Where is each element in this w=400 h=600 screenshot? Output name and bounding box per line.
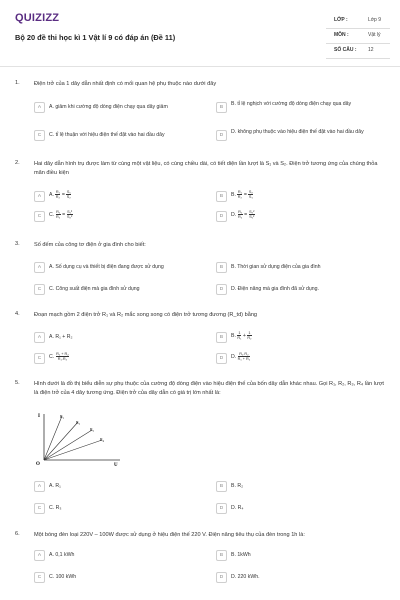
- operator: =: [242, 191, 249, 198]
- option-badge: B: [216, 550, 227, 561]
- option-1d[interactable]: [216, 128, 388, 144]
- meta-row-count: [326, 44, 390, 59]
- fraction-denominator: S₂²: [66, 215, 73, 219]
- option-text: C. tỉ lệ thuận với hiệu điện thế đặt vào hai đầu dây: [49, 132, 165, 138]
- option-badge: D: [216, 503, 227, 514]
- iu-graph: [34, 410, 124, 466]
- option-4c[interactable]: [34, 351, 214, 367]
- option-badge: B: [216, 102, 227, 113]
- option-6c[interactable]: [34, 570, 214, 586]
- option-text: A. R₁ + R₂: [49, 334, 73, 340]
- option-text: D. không phụ thuộc vào hiệu điện thế đặt vào hai đầu dây: [231, 129, 364, 135]
- fraction-numerator: S₂²: [249, 210, 255, 214]
- question-number: 2.: [15, 160, 20, 166]
- fraction-denominator: R₂: [247, 336, 252, 340]
- fraction-numerator: R₁ + R₂: [56, 352, 69, 356]
- meta-row-subject: [326, 29, 390, 44]
- graph-line-r3: [44, 430, 92, 460]
- fraction-numerator: R₁: [237, 190, 242, 194]
- option-6b[interactable]: [216, 548, 388, 564]
- meta-value: Vật lý: [368, 32, 381, 38]
- option-badge: A: [34, 262, 45, 273]
- operator: =: [60, 211, 67, 218]
- option-text: B. tỉ lệ nghịch với cường độ dòng điện chạy qua dây: [231, 101, 352, 107]
- option-6d[interactable]: [216, 570, 388, 586]
- option-badge: C: [34, 211, 45, 222]
- option-text: [231, 352, 396, 361]
- option-5a[interactable]: [34, 479, 214, 495]
- question-number: 6.: [15, 531, 20, 537]
- fraction: [67, 210, 73, 219]
- option-1a[interactable]: [34, 100, 214, 116]
- fraction-numerator: R₁: [238, 210, 243, 214]
- option-4a[interactable]: [34, 330, 214, 346]
- question-number: 4.: [15, 311, 20, 317]
- line-label-r2: R₂: [76, 420, 81, 425]
- option-badge: C: [34, 130, 45, 141]
- option-badge: A: [34, 550, 45, 561]
- fraction-denominator: R₂: [238, 215, 243, 219]
- quizizz-logo: QUIZIZZ: [15, 12, 60, 24]
- option-prefix: C.: [49, 211, 55, 218]
- option-2a[interactable]: [34, 189, 214, 205]
- option-text: [49, 210, 214, 219]
- page-title: Bộ 20 đề thi học kì 1 Vật lí 9 có đáp án (Đề 11): [15, 33, 176, 42]
- fraction-denominator: R₂: [237, 195, 242, 199]
- option-badge: A: [34, 481, 45, 492]
- option-text: C. 100 kWh: [49, 574, 77, 580]
- option-6a[interactable]: [34, 548, 214, 564]
- meta-row-class: [326, 14, 390, 29]
- fraction: [56, 352, 70, 361]
- question-text: Hai dây dẫn hình trụ được làm từ cùng một vật liệu, có cùng chiều dài, có tiết diện lần lượt là S₁ và S₂. Điện trở tương ứng của chúng thỏa mãn điều kiện: [34, 161, 378, 176]
- question-number: 5.: [15, 380, 20, 386]
- option-text: D. 220 kWh.: [231, 574, 260, 580]
- option-4b[interactable]: [216, 330, 388, 346]
- option-3c[interactable]: [34, 282, 214, 298]
- option-text: B. 1kWh: [231, 552, 251, 558]
- option-badge: A: [34, 102, 45, 113]
- option-3d[interactable]: [216, 282, 388, 298]
- fraction: [238, 352, 251, 361]
- option-text: [49, 352, 214, 361]
- fraction-numerator: S₁: [66, 190, 71, 194]
- page-header: [0, 0, 400, 66]
- meta-table: [326, 14, 390, 59]
- operator: +: [241, 332, 248, 339]
- meta-key: LỚP :: [334, 17, 348, 23]
- option-badge: D: [216, 284, 227, 295]
- option-1c[interactable]: [34, 128, 214, 144]
- option-prefix: B.: [231, 191, 236, 198]
- option-2d[interactable]: [216, 209, 388, 225]
- fraction-denominator: S₁: [248, 195, 253, 199]
- option-text: C. R₃: [49, 505, 62, 511]
- fraction-denominator: R₂: [55, 195, 60, 199]
- option-badge: A: [34, 332, 45, 343]
- option-text: [231, 210, 396, 219]
- operator: =: [242, 211, 249, 218]
- operator: =: [60, 191, 67, 198]
- y-axis-label: I: [38, 414, 40, 419]
- option-prefix: D.: [231, 211, 237, 218]
- x-axis-label: U: [114, 463, 118, 466]
- fraction: [248, 190, 253, 199]
- option-text: A. R₁: [49, 483, 61, 489]
- option-prefix: C.: [49, 353, 55, 360]
- meta-value: Lớp 9: [368, 17, 382, 23]
- fraction-denominator: S₁²: [249, 215, 255, 219]
- question-text: Số đếm của công tơ điện ở gia đình cho biết:: [34, 242, 146, 248]
- question-text: Đoạn mạch gồm 2 điện trở R₁ và R₂ mắc song song có điện trở tương đương (R_td) bằng: [34, 312, 258, 318]
- fraction-numerator: 1: [248, 331, 251, 335]
- line-label-r4: R₄: [100, 437, 105, 442]
- fraction-numerator: R₁: [55, 190, 60, 194]
- line-label-r3: R₃: [90, 427, 95, 432]
- fraction-denominator: S₂: [66, 195, 71, 199]
- fraction-numerator: R₁.R₂: [239, 352, 249, 356]
- option-4d[interactable]: [216, 351, 388, 367]
- option-badge: B: [216, 481, 227, 492]
- option-text: A. 0,1 kWh: [49, 552, 75, 558]
- fraction-denominator: R₂: [56, 215, 61, 219]
- line-label-r1: R₁: [60, 414, 65, 419]
- fraction-numerator: S₂: [248, 190, 253, 194]
- option-1b[interactable]: [216, 100, 388, 116]
- option-text: D. R₄: [231, 505, 244, 511]
- option-badge: D: [216, 353, 227, 364]
- option-badge: B: [216, 332, 227, 343]
- option-text: [231, 190, 396, 199]
- option-badge: A: [34, 191, 45, 202]
- question-number: 3.: [15, 241, 20, 247]
- fraction-numerator: R₁: [56, 210, 61, 214]
- option-text: B. R₂: [231, 483, 244, 489]
- fraction: [66, 190, 71, 199]
- question-text: Một bóng đèn loại 220V – 100W được sử dụng ở hiệu điện thế 220 V. Điện năng tiêu thụ của đèn trong 1h là:: [34, 532, 305, 538]
- option-2c[interactable]: [34, 209, 214, 225]
- option-badge: D: [216, 130, 227, 141]
- fraction: [247, 331, 251, 340]
- fraction-numerator: S₁²: [67, 210, 73, 214]
- option-prefix: A.: [49, 191, 54, 198]
- fraction-denominator: R₁ + R₂: [237, 357, 251, 361]
- fraction-numerator: 1: [238, 331, 241, 335]
- option-prefix: D.: [231, 353, 237, 360]
- meta-value: 12: [368, 47, 374, 53]
- origin-label: O: [36, 462, 40, 466]
- option-badge: C: [34, 284, 45, 295]
- option-2b[interactable]: [216, 189, 388, 205]
- option-badge: B: [216, 262, 227, 273]
- fraction-denominator: R₁.R₂: [57, 357, 68, 361]
- option-badge: B: [216, 191, 227, 202]
- option-text: A. giảm khi cường độ dòng điện chạy qua dây giảm: [49, 104, 168, 110]
- option-text: B. Thời gian sử dụng điện của gia đình: [231, 264, 321, 270]
- option-prefix: B.: [231, 332, 236, 339]
- option-text: [231, 331, 396, 340]
- option-5d[interactable]: [216, 501, 388, 517]
- option-3b[interactable]: [216, 260, 388, 276]
- option-text: [49, 190, 214, 199]
- option-text: D. Điện năng mà gia đình đã sử dụng.: [231, 286, 319, 292]
- option-badge: D: [216, 572, 227, 583]
- question-text: Hình dưới là đồ thị biểu diễn sự phụ thuộc của cường độ dòng điện vào hiệu điện thế của bốn dây dẫn khác nhau. Gọi R₁, R₂, R₃, R₄ lần lượt là điện trở của 4 dây tương ứng. Điện trở của dây dẫn có giá trị lớn nhất là:: [34, 381, 384, 396]
- option-badge: C: [34, 353, 45, 364]
- option-text: C. Công suất điện mà gia đình sử dụng: [49, 286, 140, 292]
- option-badge: C: [34, 503, 45, 514]
- fraction-denominator: R₁: [237, 336, 242, 340]
- option-badge: C: [34, 572, 45, 583]
- option-3a[interactable]: [34, 260, 214, 276]
- option-5b[interactable]: [216, 479, 388, 495]
- question-text: Điện trở của 1 dây dẫn nhất định có mối quan hệ phụ thuộc nào dưới đây: [34, 81, 217, 87]
- question-number: 1.: [15, 80, 20, 86]
- meta-key: SỐ CÂU :: [334, 47, 357, 53]
- option-5c[interactable]: [34, 501, 214, 517]
- graph-line-r1: [44, 416, 62, 460]
- option-badge: D: [216, 211, 227, 222]
- option-text: A. Số dụng cụ và thiết bị điện đang được sử dụng: [49, 264, 164, 270]
- fraction: [249, 210, 255, 219]
- meta-key: MÔN :: [334, 32, 349, 38]
- header-divider: [0, 66, 400, 67]
